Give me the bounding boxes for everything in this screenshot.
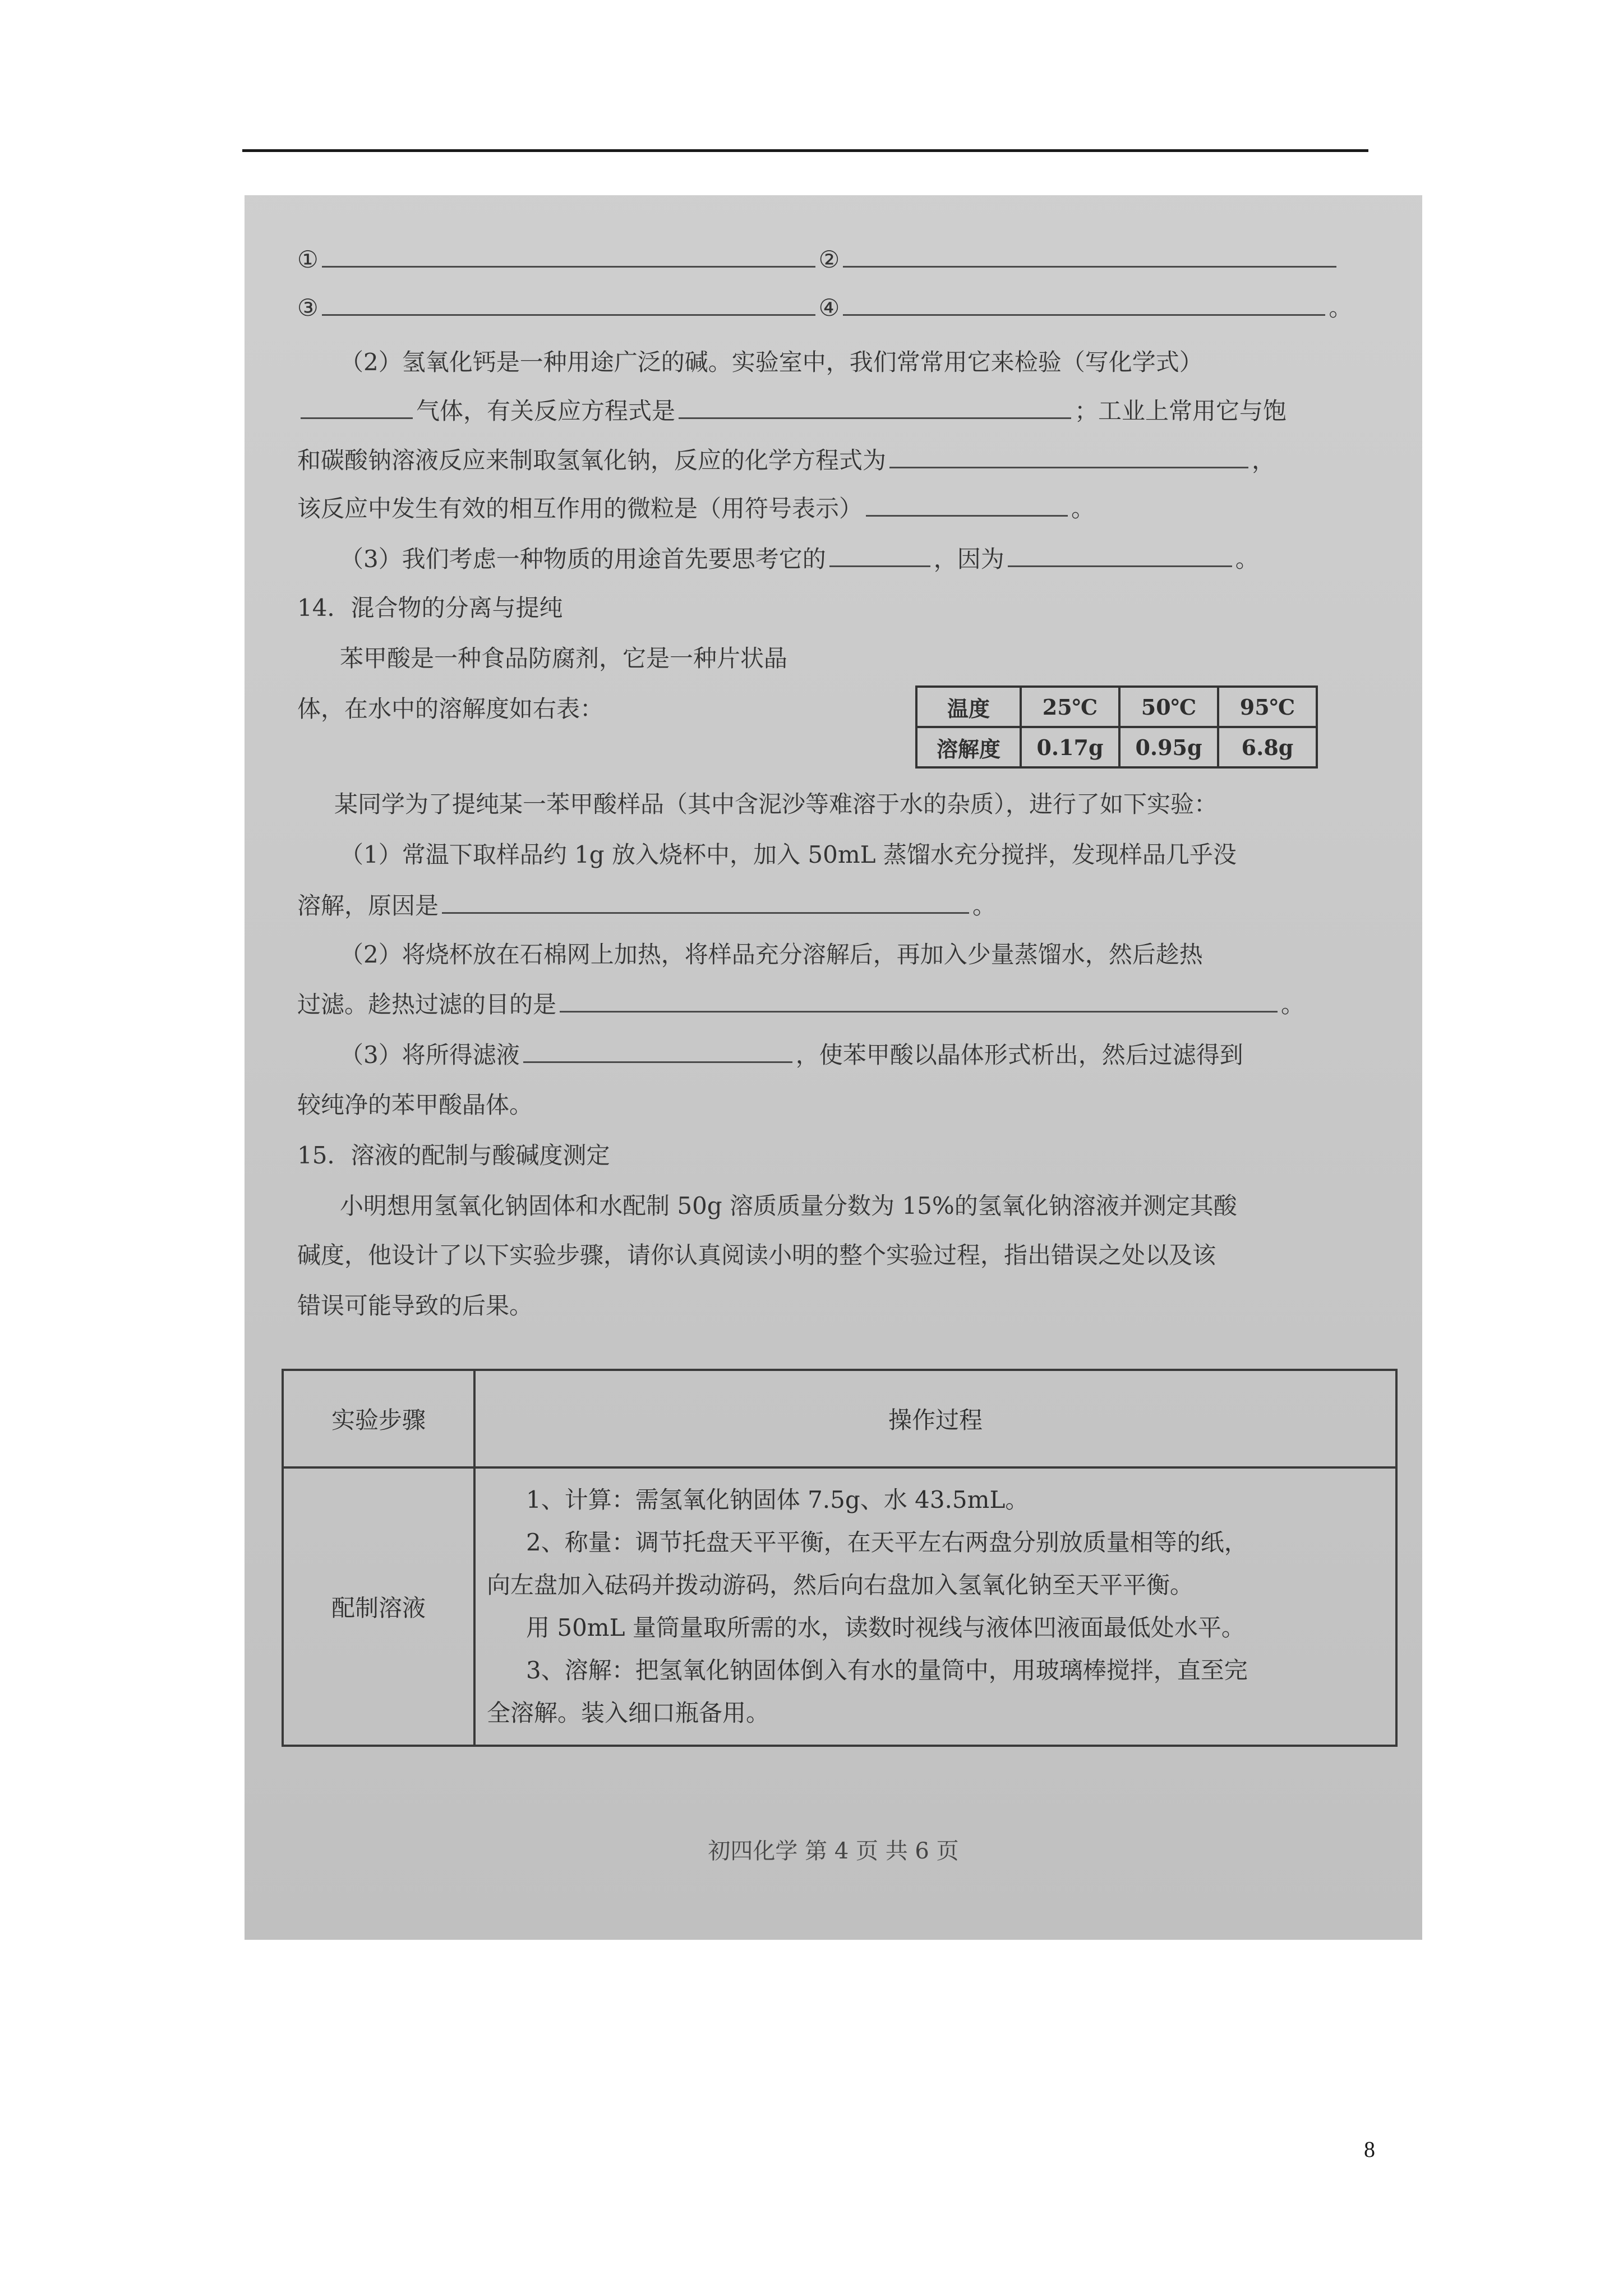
q13-3-text-2: ，因为 <box>933 545 1004 573</box>
table-cell: 50℃ <box>1119 687 1218 727</box>
header-step: 实验步骤 <box>283 1370 474 1467</box>
period: 。 <box>1281 991 1305 1018</box>
q13-2-line-a: （2）氢氧化钙是一种用途广泛的碱。实验室中，我们常常用它来检验（写化学式） <box>340 348 1203 376</box>
q13-3-text-1: （3）我们考虑一种物质的用途首先要思考它的 <box>340 545 826 573</box>
table-cell: 95℃ <box>1218 687 1317 727</box>
table-cell: 溶解度 <box>916 727 1021 767</box>
q14-2-text-b: 过滤。趁热过滤的目的是 <box>297 991 557 1018</box>
q13-2-text-c1: 和碳酸钠溶液反应来制取氢氧化钠，反应的化学方程式为 <box>297 447 887 474</box>
answer-blank-4[interactable] <box>843 292 1325 316</box>
solubility-table <box>915 685 1318 769</box>
q15-intro-c: 错误可能导致的后果。 <box>297 1292 533 1319</box>
q15-intro-a: 小明想用氢氧化钠固体和水配制 50g 溶质质量分数为 15%的氢氧化钠溶液并测定其酸 <box>340 1192 1237 1220</box>
table-cell: 25℃ <box>1021 687 1119 727</box>
answer-line-row-1 <box>297 243 1363 275</box>
q13-2-text-c2: ， <box>1252 447 1276 474</box>
q13-2-text-d1: 该反应中发生有效的相互作用的微粒是（用符号表示） <box>297 495 863 522</box>
q14-intro-c: 某同学为了提纯某一苯甲酸样品（其中含泥沙等难溶于水的杂质），进行了如下实验： <box>334 790 1218 818</box>
scan-footer: 初四化学 第 4 页 共 6 页 <box>708 1838 959 1864</box>
q14-3-text-a1: （3）将所得滤液 <box>340 1041 520 1069</box>
blank-label-1: ① <box>297 246 319 273</box>
process-line: 用 50mL 量筒量取所需的水，读数时视线与液体凹液面最低处水平。 <box>526 1614 1245 1641</box>
header-process: 操作过程 <box>474 1370 1396 1467</box>
q14-3-text-a2: ，使苯甲酸以晶体形式析出，然后过滤得到 <box>795 1041 1243 1069</box>
gas-formula-blank[interactable] <box>301 395 413 419</box>
q14-1-line-b <box>297 890 1363 922</box>
q14-1-text-b: 溶解，原因是 <box>297 892 439 919</box>
reason-blank-14-1[interactable] <box>442 890 969 914</box>
q14-3-line-b: 较纯净的苯甲酸晶体。 <box>297 1091 533 1119</box>
process-line: 全溶解。装入细口瓶备用。 <box>487 1699 770 1727</box>
scanned-exam-page <box>245 195 1422 1940</box>
period: 。 <box>1235 545 1259 573</box>
table-cell: 0.17g <box>1021 727 1119 767</box>
q14-intro-b: 体，在水中的溶解度如右表： <box>297 695 604 723</box>
q15-title: 15．溶液的配制与酸碱度测定 <box>297 1142 610 1169</box>
q15-intro-b: 碱度，他设计了以下实验步骤，请你认真阅读小明的整个实验过程，指出错误之处以及该 <box>297 1241 1216 1269</box>
process-line: 2、称量：调节托盘天平平衡，在天平左右两盘分别放质量相等的纸， <box>526 1529 1248 1556</box>
table-cell: 温度 <box>916 687 1021 727</box>
q14-2-line-a: （2）将烧杯放在石棉网上加热，将样品充分溶解后，再加入少量蒸馏水，然后趁热 <box>340 941 1203 968</box>
answer-blank-2[interactable] <box>843 243 1336 268</box>
period: 。 <box>1329 294 1353 321</box>
process-line: 3、溶解：把氢氧化钠固体倒入有水的量筒中，用玻璃棒搅拌，直至完 <box>526 1657 1248 1684</box>
q14-3-line-a <box>340 1039 1405 1071</box>
period: 。 <box>972 892 997 919</box>
q14-1-line-a: （1）常温下取样品约 1g 放入烧杯中，加入 50mL 蒸馏水充分搅拌，发现样品几乎没 <box>340 841 1237 868</box>
equation-blank-1[interactable] <box>679 395 1071 419</box>
solubility-row-solubility <box>916 727 1317 767</box>
step-name: 配制溶液 <box>283 1467 474 1746</box>
answer-blank-1[interactable] <box>322 243 815 268</box>
solubility-row-temperature <box>916 687 1317 727</box>
q14-2-line-b <box>297 988 1363 1020</box>
method-blank-14-3[interactable] <box>523 1039 792 1063</box>
period: 。 <box>1071 495 1095 522</box>
table-header-row <box>283 1370 1396 1467</box>
q13-3-line <box>340 543 1405 575</box>
property-blank[interactable] <box>829 543 930 567</box>
page-number: 8 <box>1364 2137 1375 2162</box>
table-cell: 6.8g <box>1218 727 1317 767</box>
q14-title: 14．混合物的分离与提纯 <box>297 594 563 622</box>
experiment-table <box>282 1369 1398 1747</box>
blank-label-3: ③ <box>297 294 319 321</box>
q13-2-line-d <box>297 493 1363 524</box>
process-cell <box>474 1467 1396 1746</box>
answer-blank-3[interactable] <box>322 292 815 316</box>
equation-blank-2[interactable] <box>889 444 1248 468</box>
header-rule <box>242 149 1368 152</box>
table-cell: 0.95g <box>1119 727 1218 767</box>
q13-2-line-c <box>297 444 1363 476</box>
table-row <box>283 1467 1396 1746</box>
particle-blank[interactable] <box>866 493 1068 517</box>
blank-label-2: ② <box>818 246 840 273</box>
purpose-blank-14-2[interactable] <box>560 988 1278 1013</box>
process-line: 1、计算：需氢氧化钠固体 7.5g、水 43.5mL。 <box>526 1486 1029 1513</box>
blank-label-4: ④ <box>818 294 840 321</box>
reason-blank[interactable] <box>1008 543 1232 567</box>
answer-line-row-2 <box>297 292 1363 324</box>
process-line: 向左盘加入砝码并拨动游码，然后向右盘加入氢氧化钠至天平平衡。 <box>487 1571 1194 1599</box>
q13-2-text-b1: 气体，有关反应方程式是 <box>416 397 676 425</box>
q14-intro-a: 苯甲酸是一种食品防腐剂，它是一种片状晶 <box>340 645 788 672</box>
q13-2-text-b2: ；工业上常用它与饱 <box>1075 397 1287 425</box>
q13-2-line-b <box>297 395 1363 427</box>
